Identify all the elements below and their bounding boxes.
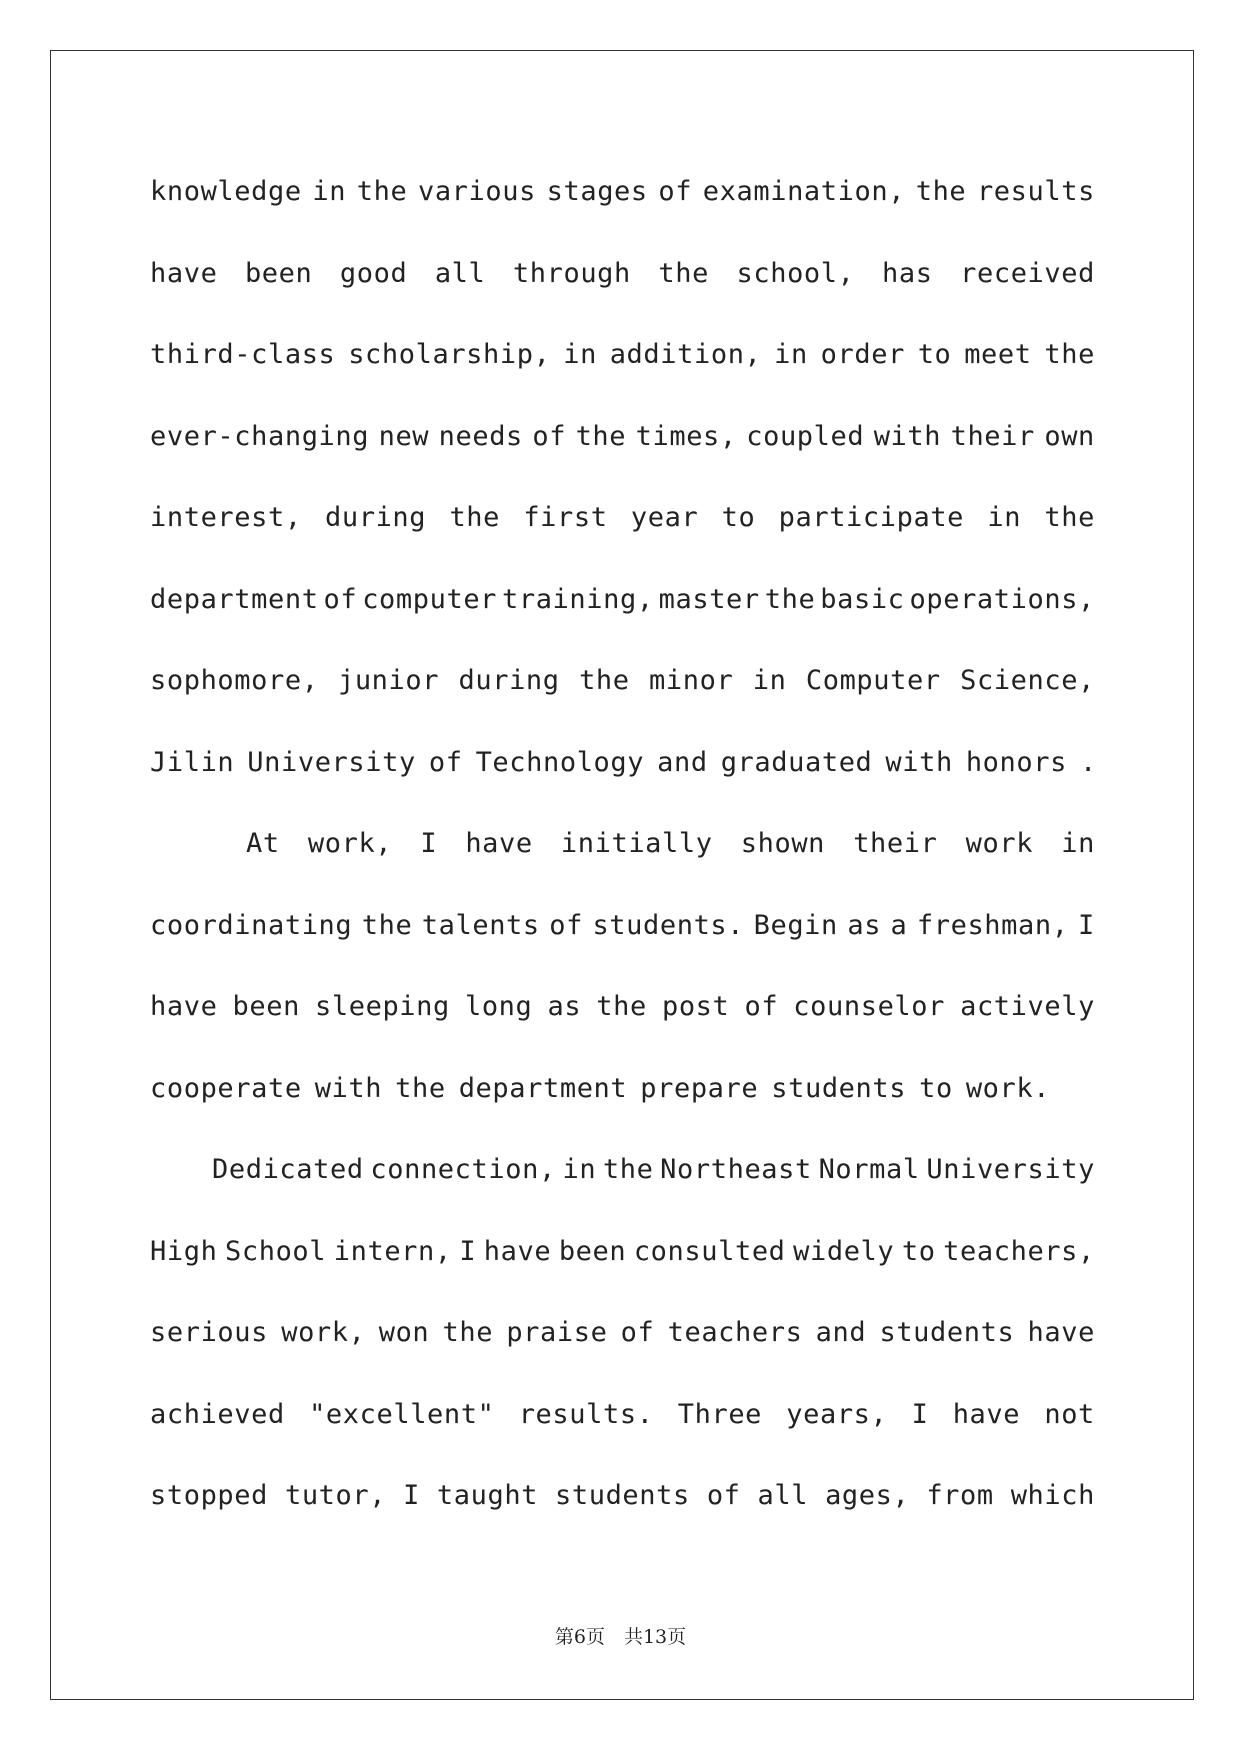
word: order xyxy=(820,339,905,370)
word: Dedicated xyxy=(212,1154,364,1185)
text-line xyxy=(150,1059,1095,1141)
word: with xyxy=(314,1072,383,1104)
word: connection, xyxy=(370,1154,556,1185)
word: I xyxy=(420,828,438,859)
word: At xyxy=(246,828,280,859)
word: of xyxy=(620,1317,655,1348)
word: results xyxy=(976,176,1095,207)
page-number-footer: 第6页 共13页 xyxy=(554,1626,687,1648)
word: the xyxy=(361,909,413,941)
word: have xyxy=(150,257,218,289)
word: I xyxy=(1078,909,1095,941)
word: as xyxy=(847,909,882,941)
word: results. xyxy=(518,1398,654,1430)
word: junior xyxy=(337,665,440,696)
text-line xyxy=(150,1385,1095,1467)
word: I xyxy=(403,1480,420,1511)
word: which xyxy=(1010,1480,1095,1511)
word: ages, xyxy=(825,1480,910,1511)
word: first xyxy=(523,502,608,533)
word: ever-changing xyxy=(150,420,370,452)
word: the xyxy=(1044,339,1095,370)
word: coordinating xyxy=(150,909,353,941)
word: have xyxy=(483,1235,552,1267)
word: operations, xyxy=(909,583,1095,615)
word: the xyxy=(596,991,647,1022)
word: counselor xyxy=(793,991,945,1022)
word: High xyxy=(150,1235,218,1267)
text-line xyxy=(150,733,1095,815)
word: year xyxy=(630,502,699,533)
word: widely xyxy=(793,1235,895,1267)
word: participate xyxy=(778,502,965,533)
word: been xyxy=(244,257,313,289)
word: achieved xyxy=(150,1398,285,1430)
word: needs xyxy=(438,420,523,452)
word: various xyxy=(417,176,536,207)
word: and xyxy=(657,746,708,778)
word: students xyxy=(555,1480,690,1511)
word: coupled xyxy=(746,420,865,452)
word: all xyxy=(757,1480,809,1511)
word: own xyxy=(1044,420,1095,452)
word: have xyxy=(952,1398,1021,1430)
text-line xyxy=(150,977,1095,1059)
word: work, xyxy=(307,828,393,859)
document-body xyxy=(150,162,1095,1548)
word: to xyxy=(919,1072,953,1104)
word: taught xyxy=(436,1480,539,1511)
word: initially xyxy=(560,828,713,859)
word: Computer xyxy=(805,665,941,696)
word: praise xyxy=(506,1317,608,1348)
word: has xyxy=(882,257,933,289)
word: of xyxy=(428,746,463,778)
word: Normal xyxy=(818,1154,920,1185)
word: their xyxy=(853,828,938,859)
text-line xyxy=(150,814,1095,896)
word: graduated xyxy=(720,746,873,778)
word: of xyxy=(706,1480,741,1511)
text-line xyxy=(150,407,1095,489)
word: teachers xyxy=(667,1317,803,1348)
word: long xyxy=(464,991,533,1022)
word: in xyxy=(562,1154,597,1185)
word: actively xyxy=(960,991,1095,1022)
word: the xyxy=(764,583,816,615)
text-line xyxy=(150,1140,1095,1222)
word: knowledge xyxy=(150,176,302,207)
word: stopped xyxy=(150,1480,268,1511)
word: talents xyxy=(421,909,540,941)
word: work xyxy=(965,828,1034,859)
word: stages xyxy=(546,176,648,207)
word: been xyxy=(232,991,300,1022)
word: a xyxy=(890,909,908,941)
word: University xyxy=(926,1154,1095,1185)
word: sophomore, xyxy=(150,665,319,696)
word: in xyxy=(312,176,347,207)
word: University xyxy=(247,746,416,778)
word: the xyxy=(915,176,967,207)
text-line xyxy=(150,651,1095,733)
word: Jilin xyxy=(150,746,235,778)
word: the xyxy=(395,1072,446,1104)
word: Science, xyxy=(960,665,1095,696)
word: of xyxy=(549,909,583,941)
word: basic xyxy=(820,583,905,615)
word: from xyxy=(926,1480,994,1511)
word: intern, xyxy=(333,1235,452,1267)
word: scholarship, xyxy=(348,339,551,370)
word: the xyxy=(356,176,408,207)
word: in xyxy=(563,339,597,370)
word: third-class xyxy=(150,339,336,370)
word: interest, xyxy=(150,502,302,533)
word: have xyxy=(465,828,533,859)
word: cooperate xyxy=(150,1072,302,1104)
word: post xyxy=(661,991,730,1022)
word: in xyxy=(987,502,1022,533)
word: school, xyxy=(736,257,855,289)
word: shown xyxy=(740,828,826,859)
word: Northeast xyxy=(660,1154,812,1185)
word: through xyxy=(512,257,631,289)
word: minor xyxy=(649,665,734,696)
word: teachers, xyxy=(943,1235,1095,1267)
word: I xyxy=(911,1398,929,1430)
word: master xyxy=(658,583,760,615)
text-line xyxy=(150,570,1095,652)
word: the xyxy=(658,257,709,289)
word: freshman, xyxy=(916,909,1069,941)
word: of xyxy=(658,176,693,207)
word: to xyxy=(721,502,756,533)
word: with xyxy=(885,746,953,778)
word: the xyxy=(1044,502,1095,533)
word: in xyxy=(752,665,787,696)
word: addition, xyxy=(609,339,762,370)
text-line xyxy=(150,244,1095,326)
word: of xyxy=(532,420,567,452)
word: the xyxy=(602,1154,654,1185)
word: times, xyxy=(635,420,737,452)
word: training, xyxy=(501,583,654,615)
word: new xyxy=(378,420,430,452)
word: good xyxy=(339,257,408,289)
word: during xyxy=(325,502,427,533)
word: students. xyxy=(592,909,745,941)
word: the xyxy=(575,420,627,452)
word: their xyxy=(950,420,1035,452)
word: . xyxy=(1079,746,1097,778)
word: been xyxy=(558,1235,627,1267)
word: tutor, xyxy=(284,1480,387,1511)
word: department xyxy=(150,583,319,615)
word: serious xyxy=(150,1317,268,1348)
word: and xyxy=(815,1317,867,1348)
word: as xyxy=(547,991,582,1022)
word: department xyxy=(458,1072,628,1104)
word: "excellent" xyxy=(309,1398,495,1430)
text-line xyxy=(150,1303,1095,1385)
word: during xyxy=(458,665,560,696)
word: I xyxy=(459,1235,477,1267)
word: sleeping xyxy=(315,991,450,1022)
word: received xyxy=(960,257,1095,289)
word: School xyxy=(225,1235,327,1267)
word: won xyxy=(378,1317,430,1348)
word: not xyxy=(1044,1398,1095,1430)
word: students xyxy=(879,1317,1015,1348)
word: meet xyxy=(964,339,1032,370)
word: the xyxy=(579,665,630,696)
word: work, xyxy=(281,1317,366,1348)
word: in xyxy=(774,339,808,370)
word: have xyxy=(1027,1317,1095,1348)
word: to xyxy=(901,1235,936,1267)
word: with xyxy=(873,420,942,452)
word: have xyxy=(150,991,218,1022)
word: students xyxy=(771,1072,907,1104)
word: prepare xyxy=(640,1072,759,1104)
word: in xyxy=(1061,828,1095,859)
text-line xyxy=(150,896,1095,978)
text-line xyxy=(150,488,1095,570)
word: to xyxy=(917,339,952,370)
word: computer xyxy=(362,583,498,615)
word: the xyxy=(449,502,501,533)
word: of xyxy=(323,583,358,615)
word: honors xyxy=(965,746,1067,778)
text-line xyxy=(150,162,1095,244)
word: years, xyxy=(786,1398,888,1430)
word: Technology xyxy=(475,746,645,778)
word: examination, xyxy=(702,176,906,207)
text-line xyxy=(150,1466,1095,1548)
word: the xyxy=(442,1317,494,1348)
word: Begin xyxy=(753,909,838,941)
word: all xyxy=(434,257,486,289)
text-line xyxy=(150,325,1095,407)
word: consulted xyxy=(633,1235,786,1267)
text-line xyxy=(150,1222,1095,1304)
word: of xyxy=(744,991,779,1022)
word: Three xyxy=(677,1398,763,1430)
word: work. xyxy=(965,1072,1051,1104)
